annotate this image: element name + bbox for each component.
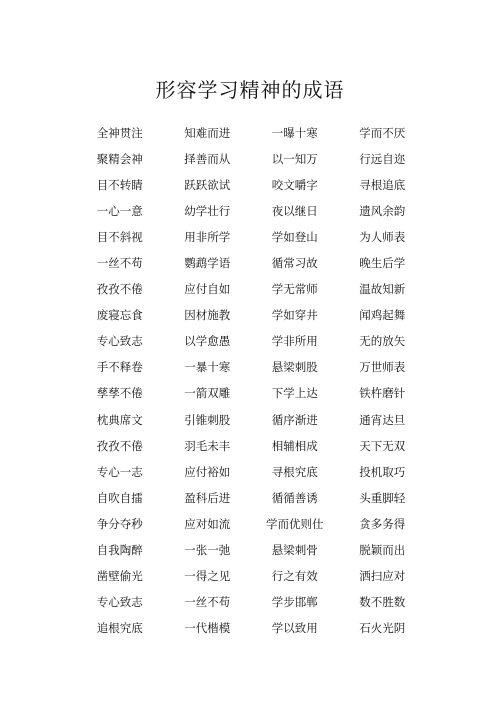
idiom-cell: 悬梁刺骨 [271, 542, 318, 557]
idiom-cell: 以一知万 [271, 152, 318, 167]
idiom-cell: 聚精会神 [96, 152, 143, 167]
idiom-cell: 目不斜视 [96, 230, 143, 245]
idiom-cell: 一箭双雕 [184, 386, 231, 401]
idiom-cell: 专心一志 [96, 464, 143, 479]
idiom-cell: 石火光阴 [359, 620, 406, 635]
idiom-cell: 铁杵磨针 [359, 386, 406, 401]
idiom-cell: 头重脚轻 [359, 490, 406, 505]
idiom-cell: 全神贯注 [96, 126, 143, 140]
idiom-cell: 跃跃欲试 [184, 178, 231, 193]
idiom-cell: 通宵达旦 [359, 412, 406, 427]
idiom-cell: 一心一意 [96, 204, 143, 219]
idiom-cell: 数不胜数 [359, 594, 406, 609]
idiom-cell: 学无常师 [271, 282, 318, 297]
idiom-cell: 循序渐进 [271, 412, 318, 427]
idiom-cell: 夜以继日 [271, 204, 318, 219]
idiom-cell: 应付裕如 [184, 464, 231, 479]
idiom-cell: 羽毛未丰 [184, 438, 231, 453]
idiom-cell: 下学上达 [271, 386, 318, 401]
idiom-cell: 一张一弛 [184, 542, 231, 557]
idiom-cell: 凿壁偷光 [96, 568, 143, 583]
idiom-cell: 知难而进 [184, 126, 231, 140]
idiom-cell: 以学愈愚 [184, 334, 231, 349]
idiom-cell: 专心致志 [96, 594, 143, 609]
idiom-cell: 学而优则仕 [266, 516, 324, 531]
idiom-cell: 孜孜不倦 [96, 438, 143, 453]
idiom-cell: 天下无双 [359, 438, 406, 453]
idiom-cell: 循循善诱 [271, 490, 318, 505]
idiom-cell: 择善而从 [184, 152, 231, 167]
idiom-cell: 盈科后进 [184, 490, 231, 505]
idiom-cell: 孜孜不倦 [96, 282, 143, 297]
idiom-cell: 一代楷模 [184, 620, 231, 635]
idiom-cell: 孳孳不倦 [96, 386, 143, 401]
idiom-cell: 一得之见 [184, 568, 231, 583]
idiom-cell: 温故知新 [359, 282, 406, 297]
idiom-cell: 相辅相成 [271, 438, 318, 453]
idiom-cell: 学如穿井 [271, 308, 318, 323]
idiom-cell: 因材施教 [184, 308, 231, 323]
idiom-cell: 枕典席文 [96, 412, 143, 427]
idiom-cell: 自我陶醉 [96, 542, 143, 557]
idiom-cell: 学非所用 [271, 334, 318, 349]
idiom-cell: 悬梁刺股 [271, 360, 318, 375]
idiom-cell: 无的放矢 [359, 334, 406, 349]
idiom-cell: 学而不厌 [359, 126, 406, 140]
idiom-cell: 应对如流 [184, 516, 231, 531]
idiom-cell: 咬文嚼字 [271, 178, 318, 193]
idiom-cell: 行之有效 [271, 568, 318, 583]
idiom-grid [76, 120, 426, 641]
idiom-cell: 洒扫应对 [359, 568, 406, 583]
idiom-cell: 鹦鹉学语 [184, 256, 231, 271]
idiom-cell: 手不释卷 [96, 360, 143, 375]
idiom-cell: 一丝不苟 [96, 256, 143, 271]
idiom-cell: 行远自迩 [359, 152, 406, 167]
idiom-cell: 引锥刺股 [184, 412, 231, 427]
idiom-cell: 用非所学 [184, 230, 231, 245]
idiom-cell: 晚生后学 [359, 256, 406, 271]
idiom-cell: 一丝不苟 [184, 594, 231, 609]
idiom-cell: 万世师表 [359, 360, 406, 375]
idiom-cell: 寻根究底 [271, 464, 318, 479]
idiom-cell: 废寝忘食 [96, 308, 143, 323]
idiom-cell: 自吹自擂 [96, 490, 143, 505]
idiom-cell: 追根究底 [96, 620, 143, 635]
idiom-cell: 一曝十寒 [271, 126, 318, 140]
idiom-cell: 闻鸡起舞 [359, 308, 406, 323]
idiom-cell: 为人师表 [359, 230, 406, 245]
idiom-cell: 脱颖而出 [359, 542, 406, 557]
idiom-cell: 幼学壮行 [184, 204, 231, 219]
idiom-cell: 争分夺秒 [96, 516, 143, 531]
idiom-cell: 遗风余韵 [359, 204, 406, 219]
page-title: 形容学习精神的成语 [155, 78, 345, 102]
idiom-cell: 一暴十寒 [184, 360, 231, 375]
idiom-cell: 专心致志 [96, 334, 143, 349]
idiom-cell: 应付自如 [184, 282, 231, 297]
idiom-cell: 投机取巧 [359, 464, 406, 479]
idiom-cell: 目不转睛 [96, 178, 143, 193]
idiom-cell: 贪多务得 [359, 516, 406, 531]
idiom-cell: 寻根追底 [359, 178, 406, 193]
idiom-cell: 学如登山 [271, 230, 318, 245]
idiom-cell: 学步邯郸 [271, 594, 318, 609]
idiom-cell: 学以致用 [271, 620, 318, 635]
idiom-cell: 循常习故 [271, 256, 318, 271]
